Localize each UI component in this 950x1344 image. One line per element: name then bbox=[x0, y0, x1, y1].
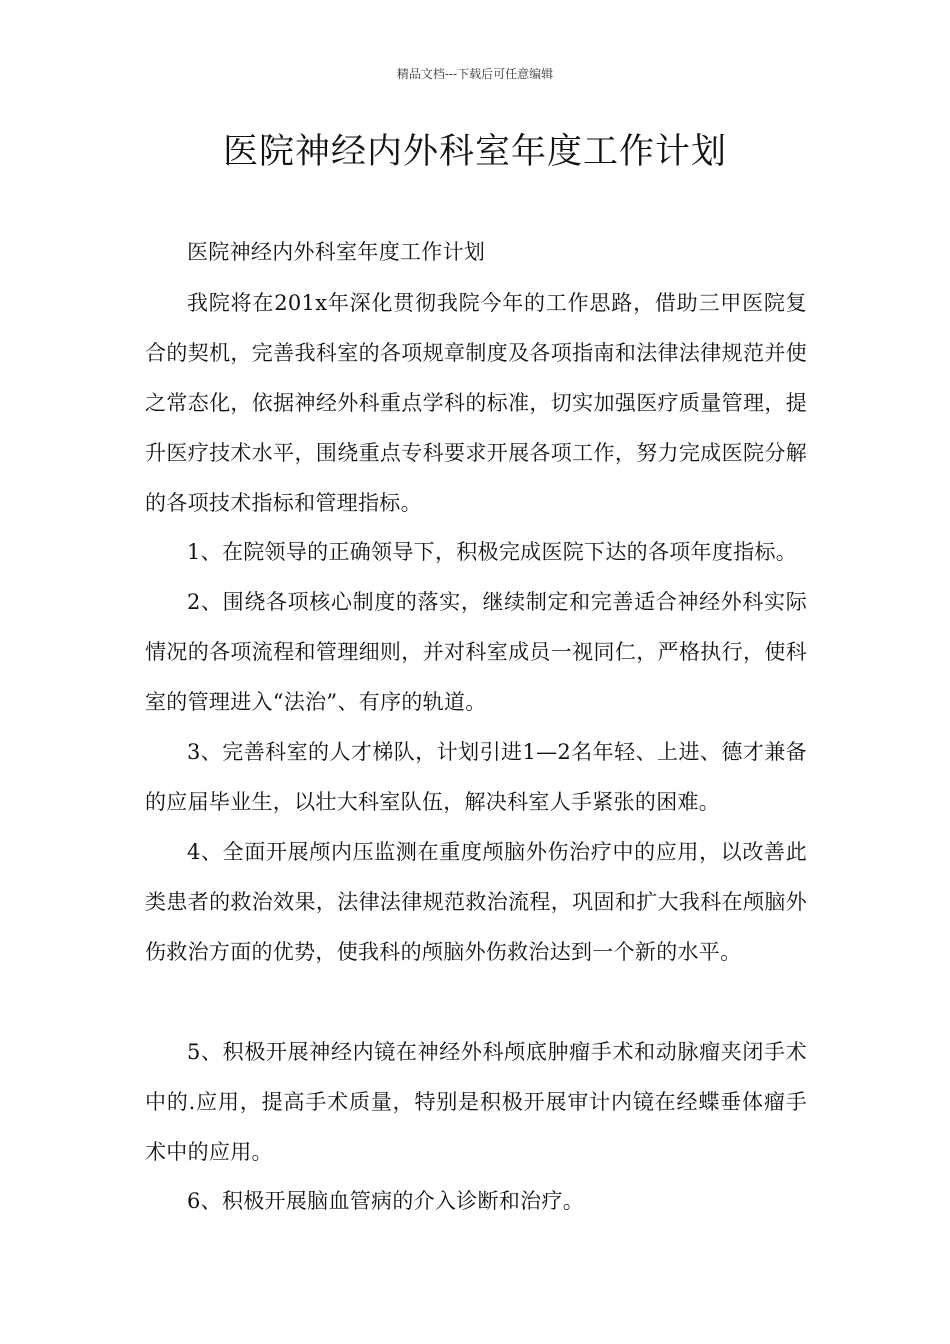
header-note: 精品文档---下载后可任意编辑 bbox=[396, 67, 554, 81]
paragraph-item-2: 2、围绕各项核心制度的落实，继续制定和完善适合神经外科实际情况的各项流程和管理细则，并对科室成员一视同仁，严格执行，使科室的管理进入“法治”、有序的轨道。 bbox=[145, 590, 807, 714]
paragraph-intro: 我院将在201x年深化贯彻我院今年的工作思路，借助三甲医院复合的契机，完善我科室的各项规章制度及各项指南和法律法律规范并使之常态化，依据神经外科重点学科的标准，切实加强医疗质量管理，提升医疗技术水平，围绕重点专科要求开展各项工作，努力完成医院分解的各项技术指标和管理指标。 bbox=[145, 291, 807, 515]
paragraph-item-4: 4、全面开展颅内压监测在重度颅脑外伤治疗中的应用，以改善此类患者的救治效果，法律法律规范救治流程，巩固和扩大我科在颅脑外伤救治方面的优势，使我科的颅脑外伤救治达到一个新的水平。 bbox=[145, 840, 807, 964]
paragraph-item-3: 3、完善科室的人才梯队，计划引进1—2名年轻、上进、德才兼备的应届毕业生，以壮大科室队伍，解决科室人手紧张的困难。 bbox=[145, 740, 807, 814]
paragraph-item-6: 6、积极开展脑血管病的介入诊断和治疗。 bbox=[187, 1189, 585, 1213]
paragraph-item-5: 5、积极开展神经内镜在神经外科颅底肿瘤手术和动脉瘤夹闭手术中的.应用，提高手术质量，特别是积极开展审计内镜在经蝶垂体瘤手术中的应用。 bbox=[145, 1040, 807, 1164]
document-title: 医院神经内外科室年度工作计划 bbox=[222, 132, 727, 172]
paragraph-subtitle: 医院神经内外科室年度工作计划 bbox=[187, 240, 486, 264]
paragraph-item-1: 1、在院领导的正确领导下，积极完成医院下达的各项年度指标。 bbox=[187, 540, 798, 564]
